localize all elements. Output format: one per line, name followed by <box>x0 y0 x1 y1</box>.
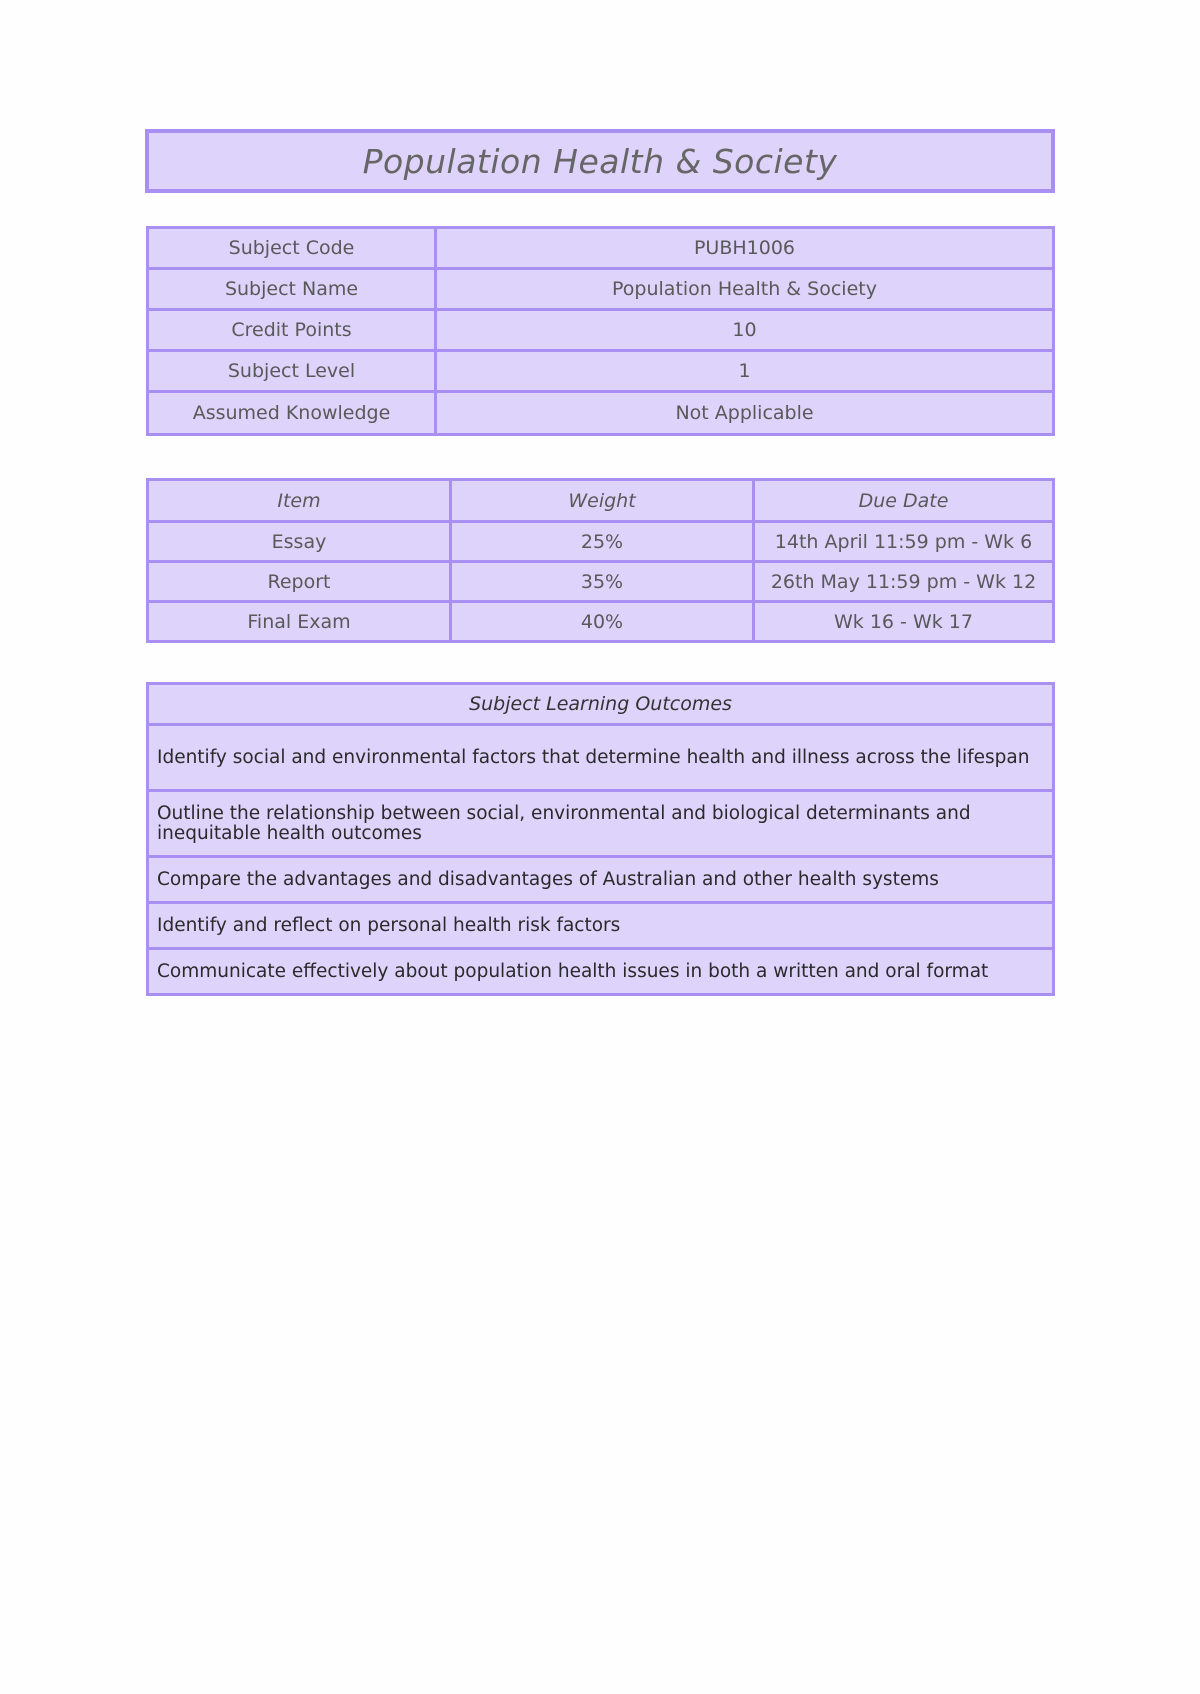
table-row <box>148 562 1054 602</box>
assessment-weight: 25% <box>451 522 754 562</box>
subject-level-label: Subject Level <box>148 351 436 392</box>
weight-column-header: Weight <box>451 480 754 522</box>
table-row <box>148 522 1054 562</box>
subject-name-label: Subject Name <box>148 269 436 310</box>
subject-code-label: Subject Code <box>148 228 436 269</box>
table-row <box>148 725 1054 791</box>
table-row <box>148 857 1054 903</box>
subject-name-value: Population Health & Society <box>436 269 1054 310</box>
table-row <box>148 949 1054 995</box>
learning-outcome: Communicate effectively about population health issues in both a written and oral format <box>148 949 1054 995</box>
assessment-item: Essay <box>148 522 451 562</box>
page-title: Population Health & Society <box>362 141 838 181</box>
learning-outcomes-header: Subject Learning Outcomes <box>148 684 1054 725</box>
assumed-knowledge-value: Not Applicable <box>436 392 1054 435</box>
table-row <box>148 602 1054 642</box>
assessment-item: Report <box>148 562 451 602</box>
assumed-knowledge-label: Assumed Knowledge <box>148 392 436 435</box>
table-row <box>148 903 1054 949</box>
table-row <box>148 351 1054 392</box>
table-header-row <box>148 684 1054 725</box>
learning-outcomes-table <box>146 682 1055 996</box>
credit-points-label: Credit Points <box>148 310 436 351</box>
learning-outcome: Compare the advantages and disadvantages of Australian and other health systems <box>148 857 1054 903</box>
table-row <box>148 392 1054 435</box>
assessment-weight: 35% <box>451 562 754 602</box>
subject-level-value: 1 <box>436 351 1054 392</box>
subject-code-value: PUBH1006 <box>436 228 1054 269</box>
due-date-column-header: Due Date <box>754 480 1054 522</box>
assessment-due-date: 26th May 11:59 pm - Wk 12 <box>754 562 1054 602</box>
learning-outcome: Outline the relationship between social, environmental and biological determinants and inequitable health outcomes <box>148 791 1054 857</box>
learning-outcome: Identify and reflect on personal health risk factors <box>148 903 1054 949</box>
learning-outcome: Identify social and environmental factors that determine health and illness across the lifespan <box>148 725 1054 791</box>
item-column-header: Item <box>148 480 451 522</box>
table-header-row <box>148 480 1054 522</box>
credit-points-value: 10 <box>436 310 1054 351</box>
table-row <box>148 310 1054 351</box>
table-row <box>148 228 1054 269</box>
subject-info-table <box>146 226 1055 436</box>
assessment-item: Final Exam <box>148 602 451 642</box>
title-box <box>145 129 1055 193</box>
assessment-due-date: Wk 16 - Wk 17 <box>754 602 1054 642</box>
table-row <box>148 791 1054 857</box>
assessment-weight: 40% <box>451 602 754 642</box>
assessment-table <box>146 478 1055 643</box>
assessment-due-date: 14th April 11:59 pm - Wk 6 <box>754 522 1054 562</box>
table-row <box>148 269 1054 310</box>
